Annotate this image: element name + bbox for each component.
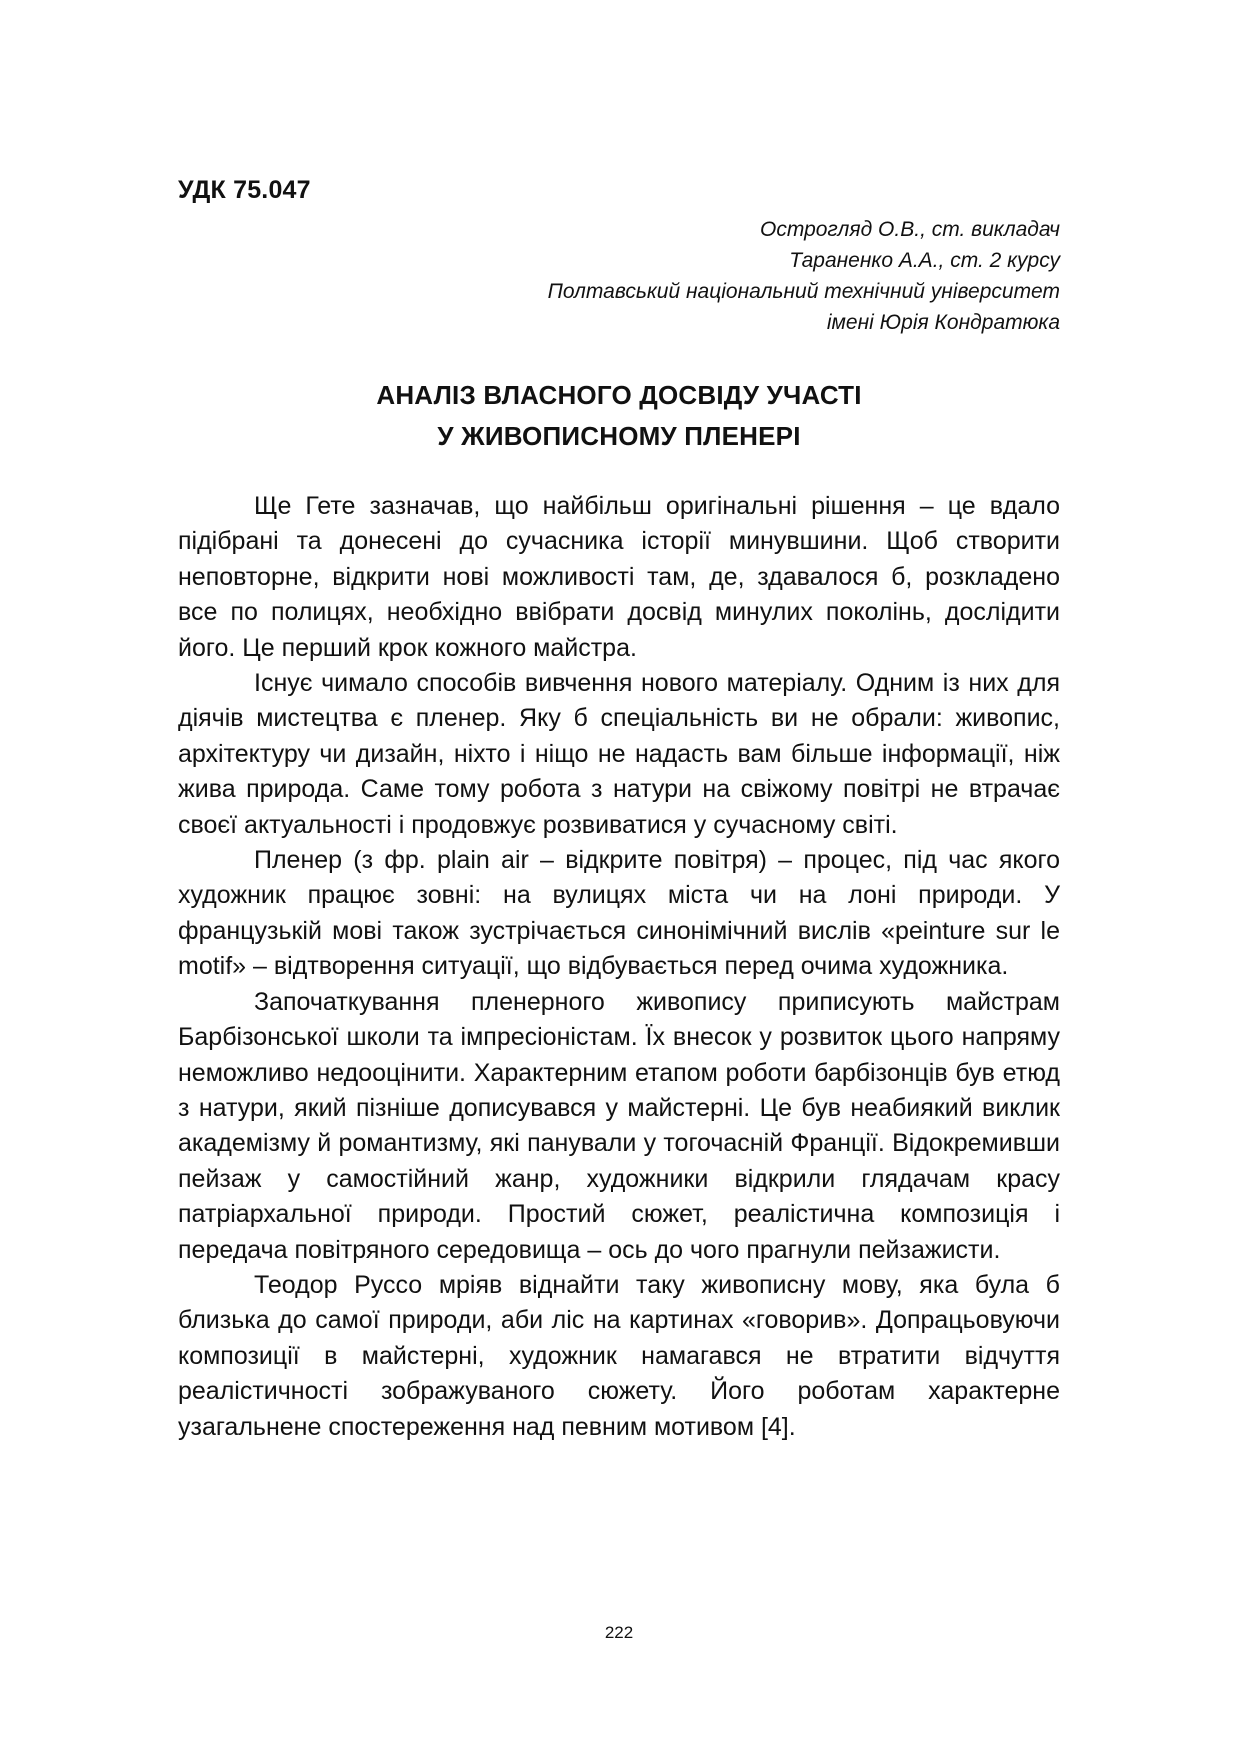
page-number: 222 [604, 1623, 634, 1642]
paragraph: Існує чимало способів вивчення нового матеріалу. Одним із них для діячів мистецтва є пленер. Яку б спеціальність ви не обрали: живопис, архітектуру чи дизайн, ніхто і ніщо не надасть вам більше інформації, ніж жива природа. Саме тому робота з натури на свіжому повітрі не втрачає своєї актуальності і продовжує розвиватися у сучасному світі. [178, 669, 1060, 839]
affiliation-line: Полтавський національний технічний університет [547, 280, 1060, 303]
paragraph: Пленер (з фр. plain air – відкрите повітря) – процес, під час якого художник працює зовні: на вулицях міста чи на лоні природи. У французькій мові також зустрічається синонімічний вислів «peinture sur le motif» – відтворення ситуації, що відбувається перед очима художника. [178, 846, 1060, 981]
paragraph: Теодор Руссо мріяв віднайти таку живописну мову, яка була б близька до самої природи, аби ліс на картинах «говорив». Допрацьовуючи композиції в майстерні, художник намагався не втратити відчуття реалістичності зображуваного сюжету. Його роботам характерне узагальнене спостереження над певним мотивом [4]. [178, 1270, 1060, 1441]
title-line: АНАЛІЗ ВЛАСНОГО ДОСВІДУ УЧАСТІ [376, 380, 862, 410]
document-page [178, 0, 1060, 1754]
paragraph: Започаткування пленерного живопису приписують майстрам Барбізонської школи та імпресіоністам. Їх внесок у розвиток цього напряму неможливо недооцінити. Характерним етапом роботи барбізонців був етюд з натури, який пізніше дописувався у майстерні. Це був неабиякий виклик академізму й романтизму, які панували у тогочасній Франції. Відокремивши пейзаж у самостійний жанр, художники відкрили глядачам красу патріархальної природи. Простий сюжет, реалістична композиція і передача повітряного середовища – ось до чого прагнули пейзажисти. [178, 987, 1060, 1264]
author-line: Острогляд О.В., ст. викладач [759, 218, 1060, 241]
affiliation-line: імені Юрія Кондратюка [826, 311, 1060, 334]
author-block [548, 214, 1060, 338]
article-body [178, 489, 1060, 1445]
article-title [178, 375, 1060, 457]
paragraph: Ще Гете зазначав, що найбільш оригінальні рішення – це вдало підібрані та донесені до сучасника історії минувшини. Щоб створити неповторне, відкрити нові можливості там, де, здавалося б, розкладено все по полицях, необхідно ввібрати досвід минулих поколінь, дослідити його. Це перший крок кожного майстра. [178, 492, 1060, 662]
title-line: У ЖИВОПИСНОМУ ПЛЕНЕРІ [437, 421, 801, 451]
author-line: Тараненко А.А., ст. 2 курсу [789, 249, 1060, 272]
udk-code: УДК 75.047 [178, 176, 311, 204]
